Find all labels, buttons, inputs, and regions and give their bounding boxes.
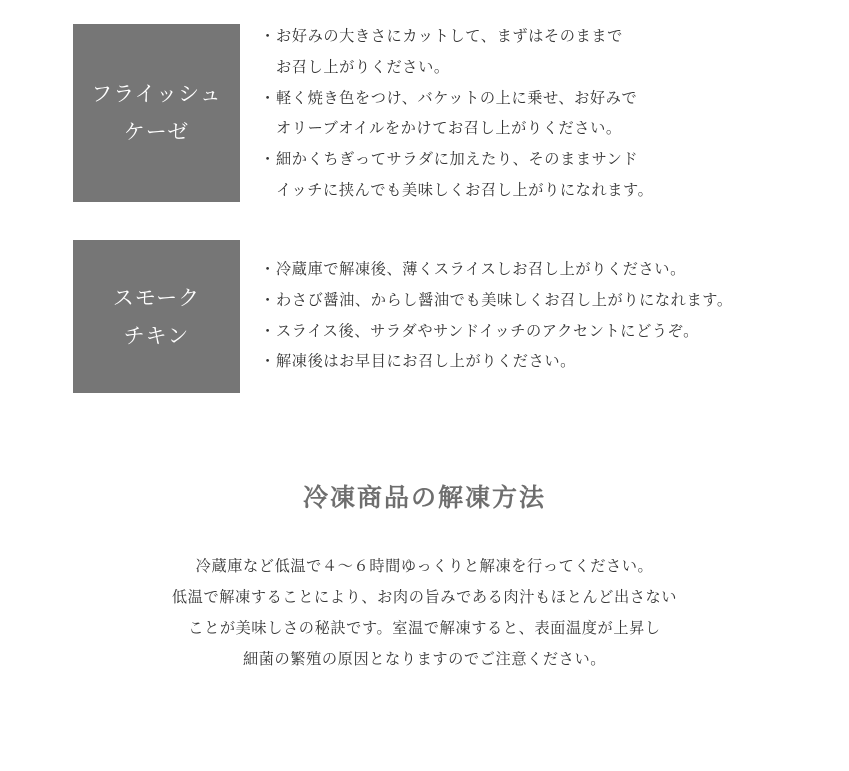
product-smoked-chicken [73, 240, 733, 393]
list-item-text: 細かくちぎってサラダに加えたり、そのままサンド [276, 150, 639, 169]
thaw-line: 低温で解凍することにより、お肉の旨みである肉汁もほとんど出さない [171, 588, 678, 606]
list-item [260, 316, 733, 347]
list-item [260, 346, 733, 377]
list-item [260, 144, 653, 206]
product-label-line: スモーク [112, 285, 201, 310]
bullet-mark: ・ [260, 150, 276, 169]
bullet-mark: ・ [260, 27, 276, 45]
list-item [260, 254, 733, 285]
product-label-line: チキン [123, 323, 190, 348]
thaw-line: 冷蔵庫など低温で４～６時間ゆっくりと解凍を行ってください。 [195, 557, 654, 575]
list-item-text: わさび醤油、からし醤油でも美味しくお召し上がりになれます。 [276, 290, 733, 309]
list-item-text: お好みの大きさにカットして、まずはそのままで [276, 27, 623, 45]
thaw-instructions [0, 551, 849, 675]
list-item-text: 冷蔵庫で解凍後、薄くスライスしお召し上がりください。 [276, 260, 686, 278]
bullet-mark: ・ [260, 260, 276, 278]
bullet-mark: ・ [260, 352, 276, 371]
list-item-text: 軽く焼き色をつけ、バケットの上に乗せ、お好みで [276, 88, 638, 107]
bullet-mark: ・ [260, 321, 276, 340]
thaw-line: ことが美味しさの秘訣です。室温で解凍すると、表面温度が上昇し [188, 619, 661, 637]
product-label-box [73, 24, 240, 202]
thaw-line: 細菌の繁殖の原因となりますのでご注意ください。 [242, 650, 607, 668]
bullet-mark: ・ [260, 290, 276, 309]
list-item [260, 285, 733, 316]
product-fleischkase [73, 24, 653, 206]
serving-suggestions-list [260, 254, 733, 377]
product-label-line: ケーゼ [123, 120, 190, 144]
thaw-section-title: 冷凍商品の解凍方法 [302, 483, 546, 512]
list-item-text: イッチに挟んでも美味しくお召し上がりになれます。 [276, 180, 654, 199]
list-item [260, 83, 653, 145]
list-item-text: 解凍後はお早目にお召し上がりください。 [276, 352, 576, 371]
product-label-box [73, 240, 240, 393]
list-item-text: お召し上がりください。 [276, 57, 450, 76]
list-item-text: スライス後、サラダやサンドイッチのアクセントにどうぞ。 [276, 321, 699, 340]
list-item-text: オリーブオイルをかけてお召し上がりください。 [276, 119, 622, 138]
serving-suggestions-list [260, 21, 653, 206]
bullet-mark: ・ [260, 88, 276, 107]
list-item [260, 21, 653, 83]
product-label-line: フライッシュ [91, 82, 222, 106]
